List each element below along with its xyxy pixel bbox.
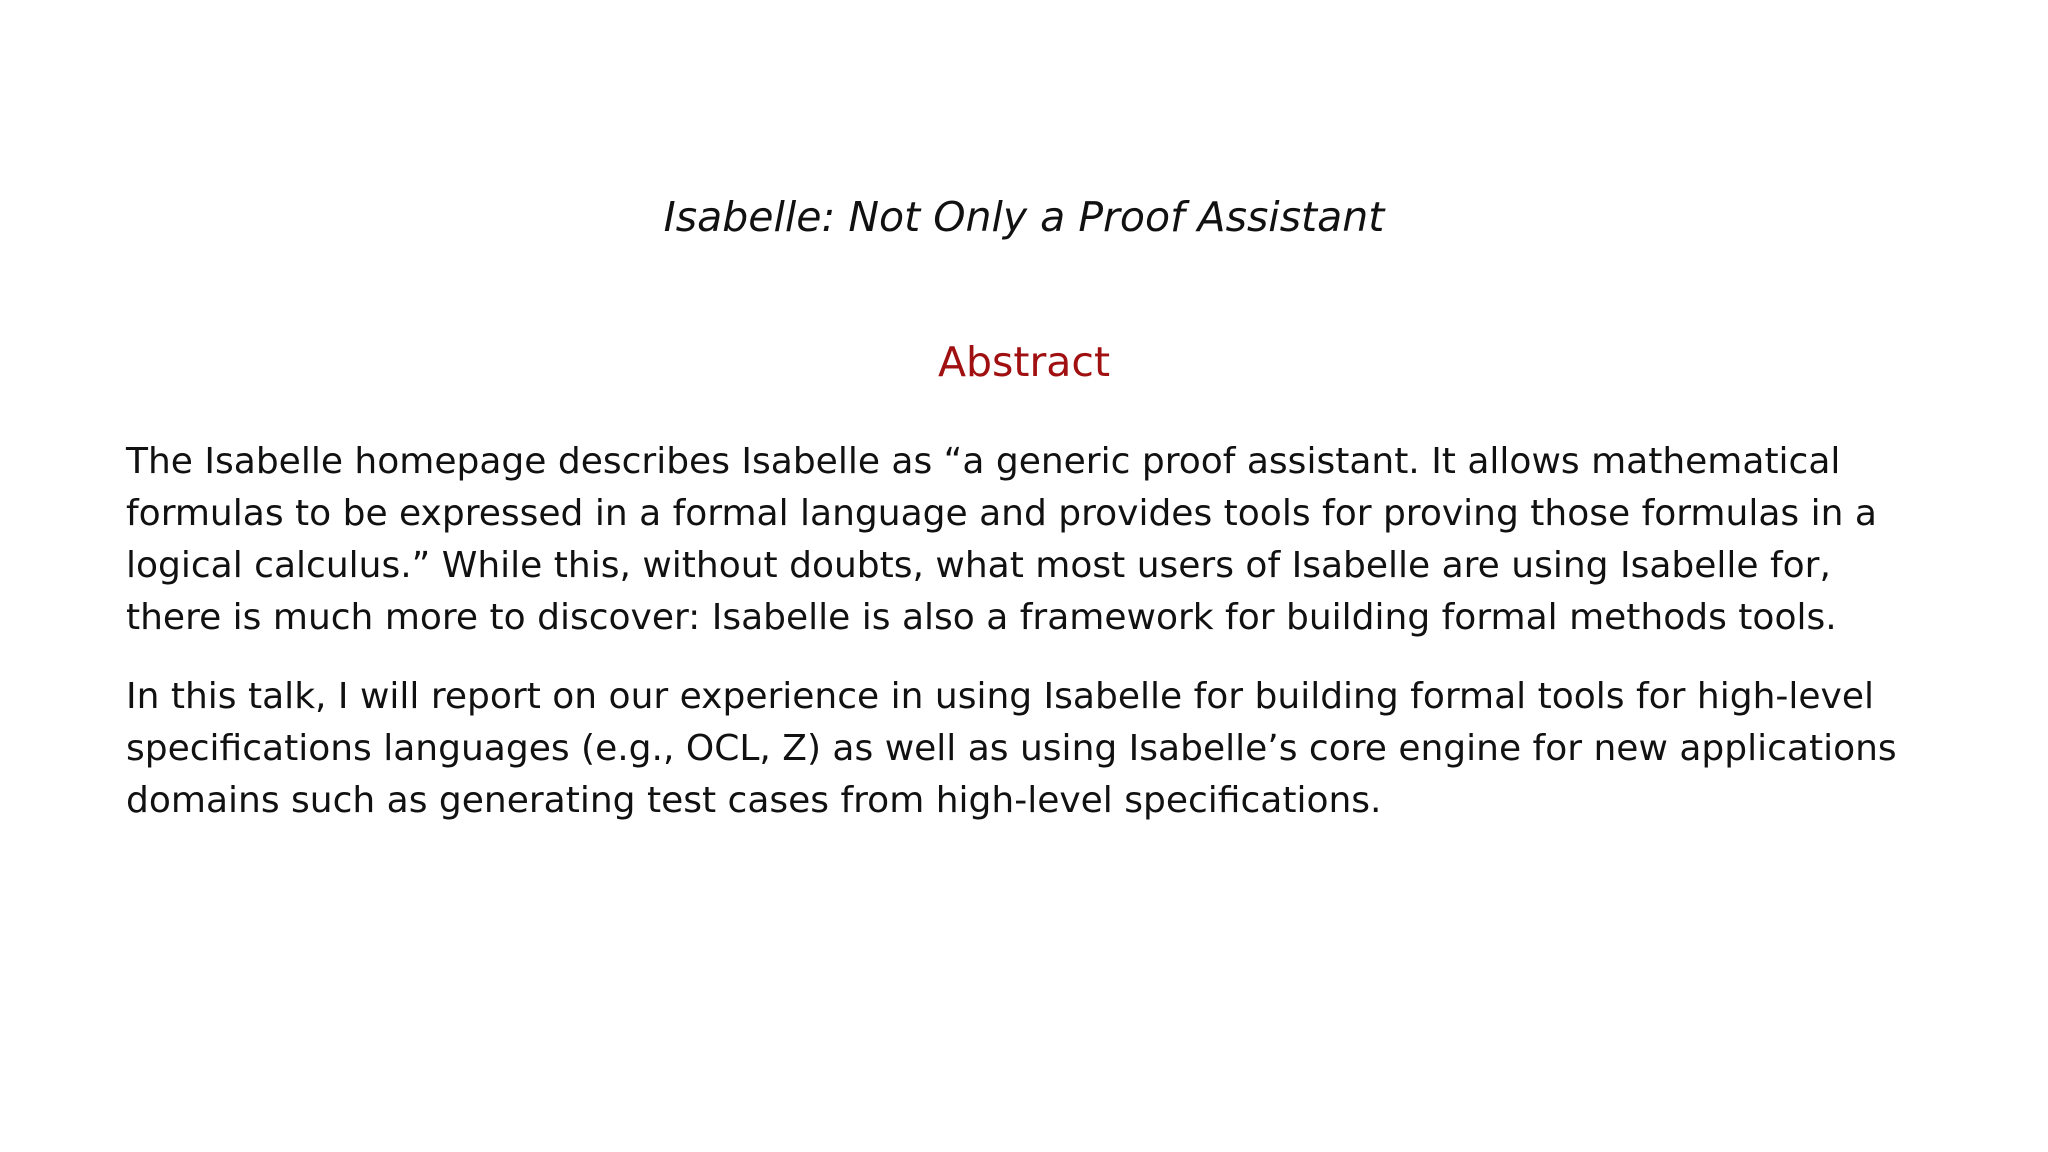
paragraph-line: there is much more to discover: Isabelle is also a framework for building formal methods tools. — [126, 597, 1837, 638]
paragraph-line: logical calculus.” While this, without doubts, what most users of Isabelle are using Isabelle for, — [126, 545, 1831, 586]
paragraph-line: domains such as generating test cases from high-level specifications. — [126, 780, 1382, 821]
abstract-paragraph-1 — [126, 436, 1926, 644]
abstract-heading: Abstract — [937, 338, 1111, 386]
abstract-paragraph-2 — [126, 671, 1926, 827]
paragraph-line: specifications languages (e.g., OCL, Z) as well as using Isabelle’s core engine for new applications — [126, 728, 1897, 769]
paragraph-line: formulas to be expressed in a formal language and provides tools for proving those formulas in a — [126, 493, 1877, 534]
abstract-body — [126, 436, 1926, 854]
paragraph-line: The Isabelle homepage describes Isabelle as “a generic proof assistant. It allows mathematical — [126, 441, 1841, 482]
paragraph-line: In this talk, I will report on our experience in using Isabelle for building formal tools for high-level — [126, 676, 1875, 717]
slide-title: Isabelle: Not Only a Proof Assistant — [663, 193, 1385, 241]
